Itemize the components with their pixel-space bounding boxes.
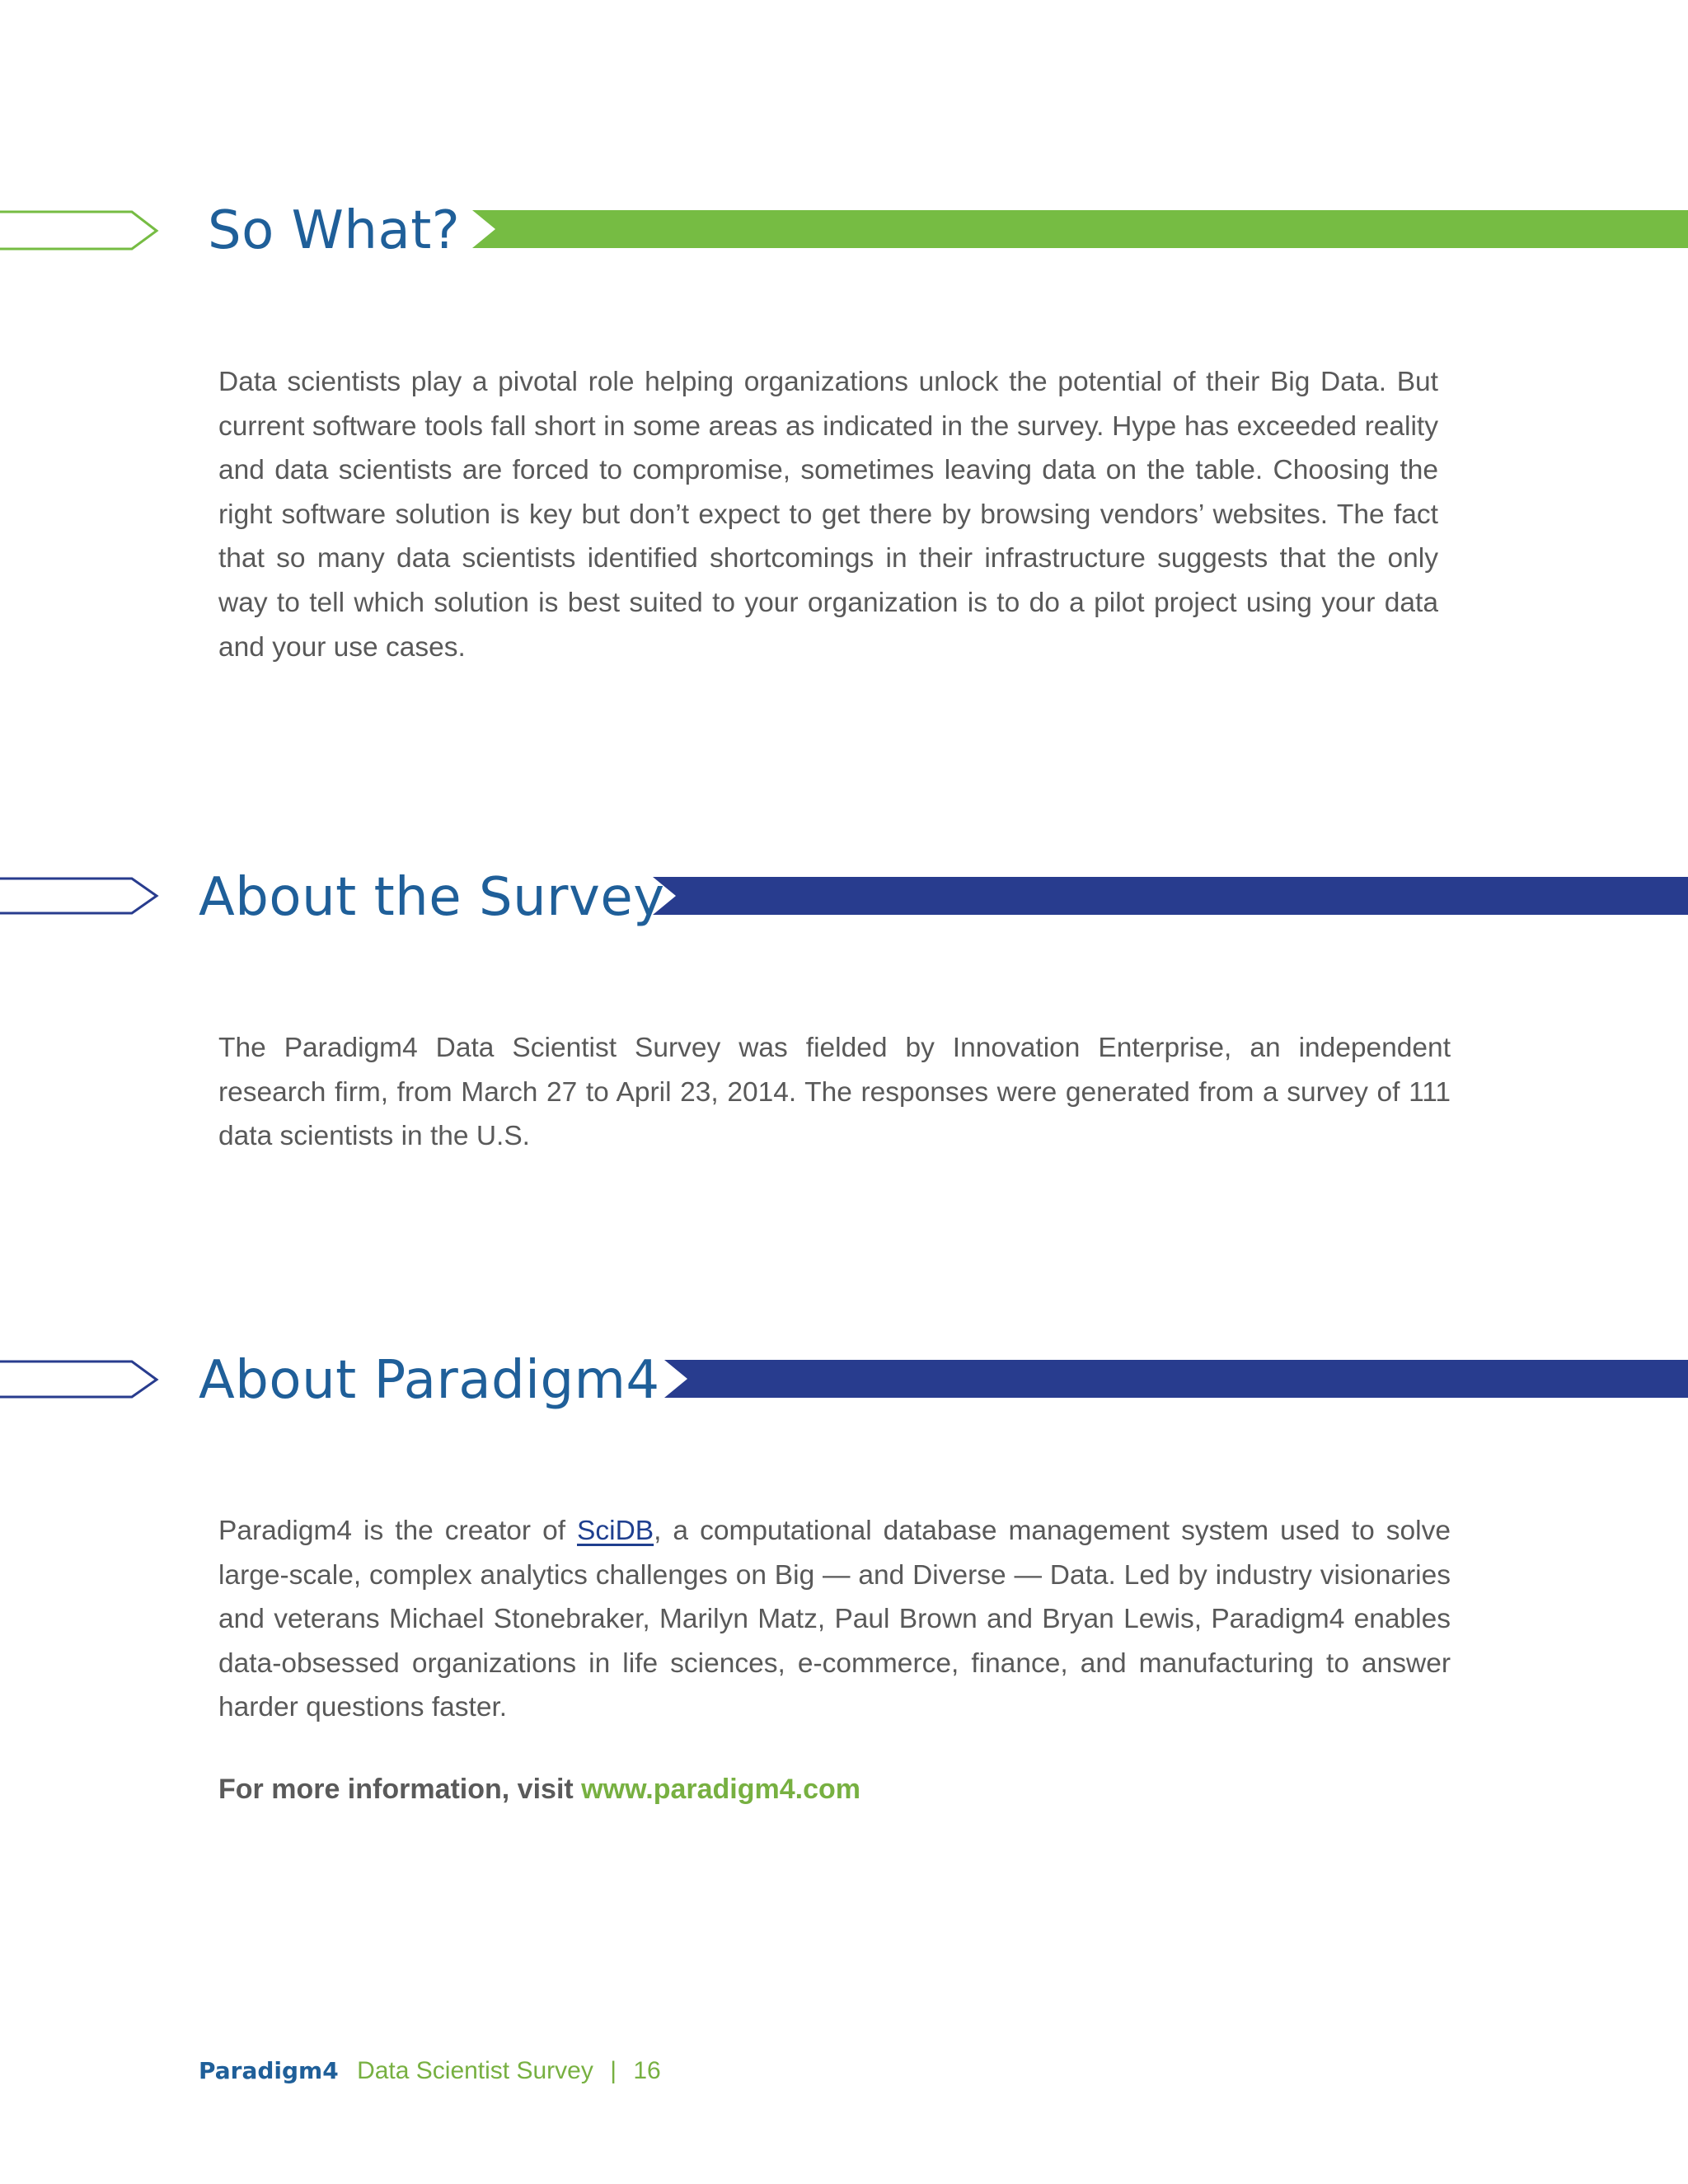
section-header-so-what — [0, 200, 1688, 261]
section-title: About Paradigm4 — [199, 1350, 660, 1411]
more-info-line — [218, 1774, 860, 1806]
more-info-label: For more information, visit — [218, 1774, 582, 1805]
footer-separator: | — [610, 2057, 617, 2084]
scidb-link[interactable]: SciDB — [577, 1516, 654, 1546]
accent-band — [472, 210, 1688, 248]
page-number: 16 — [633, 2057, 661, 2084]
section-body-about-paradigm4 — [218, 1509, 1451, 1730]
section-header-about-paradigm4 — [0, 1350, 1688, 1411]
section-body-about-survey: The Paradigm4 Data Scientist Survey was fielded by Innovation Enterprise, an independent research firm, from March 27 to April 23, 2014. The responses were generated from a survey of 111 data scientists in the U.S. — [218, 1033, 1451, 1152]
page-footer — [199, 2057, 661, 2085]
accent-band — [664, 1360, 1688, 1398]
outline-arrow-icon — [0, 210, 165, 251]
website-link[interactable]: www.paradigm4.com — [581, 1774, 860, 1805]
outline-arrow-icon — [0, 877, 165, 918]
body-text-post: , a computational database management system used to solve large-scale, complex analytics challenges on Big — and Diverse — Data. Led by industry visionaries and veterans Michael Stonebraker, Marilyn Matz, Paul Brown and Bryan Lewis, Paradigm4 enables data-obsessed organizations in life sciences, e-commerce, finance, and manufacturing to answer harder questions faster. — [218, 1516, 1451, 1723]
section-title: About the Survey — [199, 867, 665, 928]
accent-band — [653, 877, 1688, 915]
outline-arrow-icon — [0, 1360, 165, 1401]
footer-brand: Paradigm4 — [199, 2057, 339, 2084]
section-header-about-survey — [0, 867, 1688, 928]
section-body-so-what: Data scientists play a pivotal role helping organizations unlock the potential of their Big Data. But current software tools fall short in some areas as indicated in the survey. Hype has exceeded reality and data scientists are forced to compromise, sometimes leaving data on the table. Choosing the right software solution is key but don’t expect to get there by browsing vendors’ websites. The fact that so many data scientists identified shortcomings in their infrastructure suggests that the only way to tell which solution is best suited to your organization is to do a pilot project using your data and your use cases. — [218, 367, 1438, 663]
section-title: So What? — [208, 200, 461, 261]
body-text-pre: Paradigm4 is the creator of — [218, 1516, 578, 1546]
footer-title: Data Scientist Survey — [357, 2057, 593, 2084]
